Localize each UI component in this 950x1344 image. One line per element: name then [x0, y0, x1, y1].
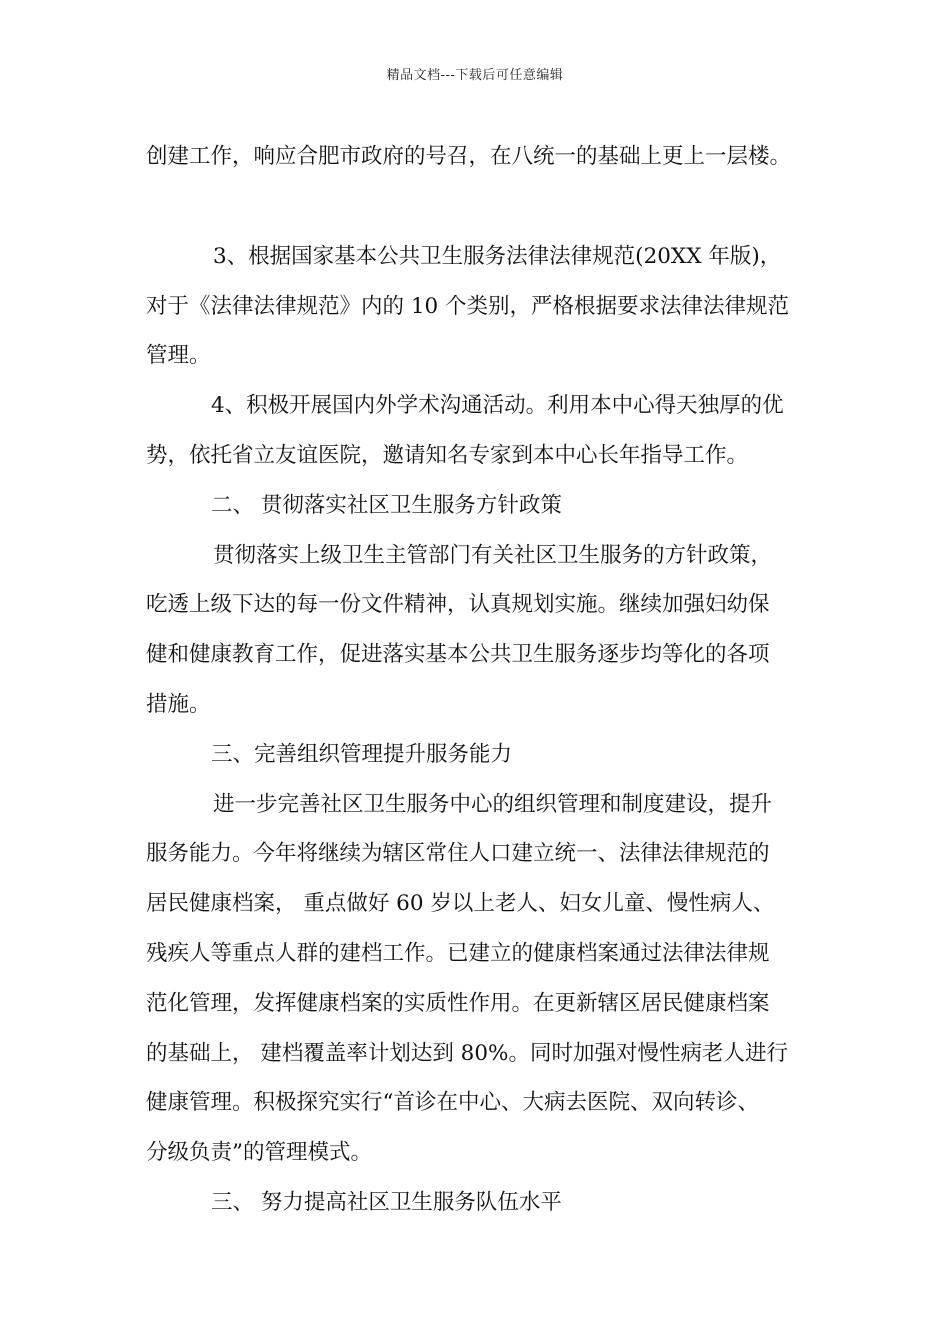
paragraph-line: 管理。	[146, 343, 211, 369]
paragraph-line: 居民健康档案， 重点做好 60 岁以上老人、妇女儿童、慢性病人、	[146, 891, 775, 917]
paragraph-line: 措施。	[146, 691, 211, 717]
paragraph-line: 对于《法律法律规范》内的 10 个类别，严格根据要求法律法律规范	[146, 293, 790, 319]
document-body	[146, 132, 826, 1228]
section-heading: 二、 贯彻落实社区卫生服务方针政策	[211, 492, 562, 518]
paragraph-line: 健和健康教育工作，促进落实基本公共卫生服务逐步均等化的各项	[146, 642, 770, 668]
paragraph-line: 范化管理，发挥健康档案的实质性作用。在更新辖区居民健康档案	[146, 990, 770, 1016]
paragraph-line: 服务能力。今年将继续为辖区常住人口建立统一、法律法律规范的	[146, 841, 770, 867]
paragraph-line: 4、积极开展国内外学术沟通活动。利用本中心得天独厚的优	[211, 393, 784, 419]
paragraph-line: 吃透上级下达的每一份文件精神，认真规划实施。继续加强妇幼保	[146, 592, 770, 618]
paragraph-gap	[146, 182, 826, 232]
paragraph-line: 创建工作，响应合肥市政府的号召，在八统一的基础上更上一层楼。	[146, 144, 792, 169]
paragraph-line: 分级负责”的管理模式。	[146, 1140, 372, 1166]
paragraph-line: 的基础上， 建档覆盖率计划达到 80%。同时加强对慢性病老人进行	[146, 1040, 788, 1066]
section-heading: 三、完善组织管理提升服务能力	[211, 741, 513, 767]
paragraph-line: 势，依托省立友谊医院，邀请知名专家到本中心长年指导工作。	[146, 442, 749, 468]
paragraph-line: 3、根据国家基本公共卫生服务法律法律规范(20XX 年版)，	[213, 243, 782, 269]
paragraph-line: 进一步完善社区卫生服务中心的组织管理和制度建设，提升	[213, 791, 773, 817]
paragraph-line: 贯彻落实上级卫生主管部门有关社区卫生服务的方针政策，	[213, 542, 773, 568]
paragraph-line: 健康管理。积极探究实行“首诊在中心、大病去医院、双向转诊、	[146, 1090, 759, 1116]
section-heading: 三、 努力提高社区卫生服务队伍水平	[211, 1189, 562, 1215]
page-header: 精品文档---下载后可任意编辑	[386, 68, 564, 83]
paragraph-line: 残疾人等重点人群的建档工作。已建立的健康档案通过法律法律规	[146, 940, 770, 966]
